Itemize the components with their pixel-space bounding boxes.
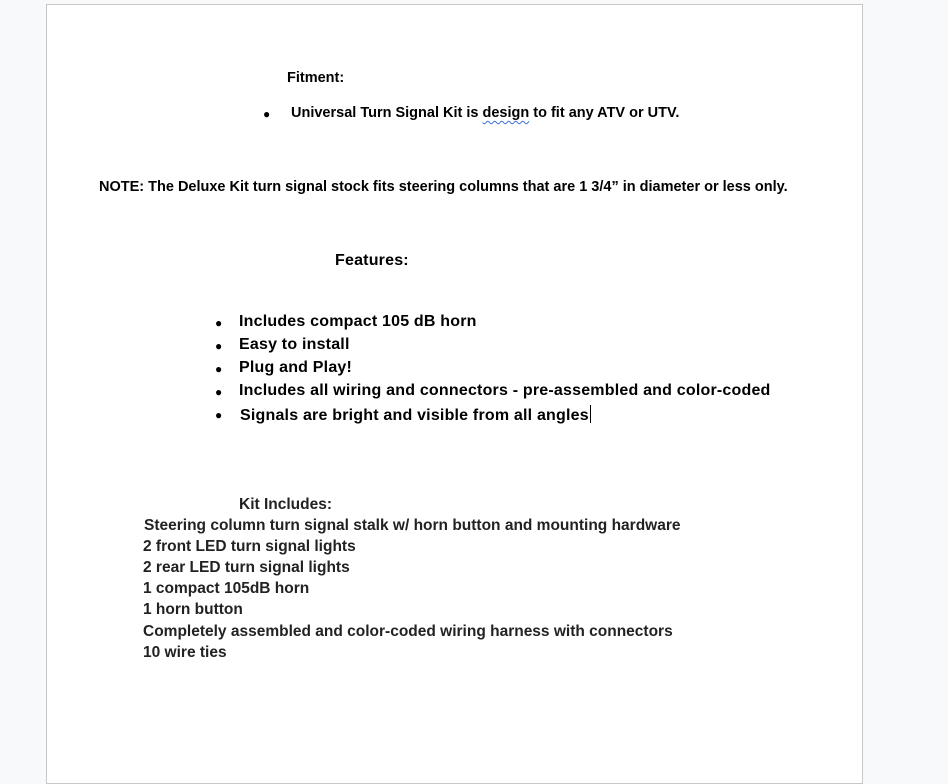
feature-bullet-dot: ● xyxy=(215,316,223,330)
fitment-bullet-dot: ● xyxy=(263,107,271,121)
feature-bullet-dot: ● xyxy=(215,339,223,353)
fitment-heading: Fitment: xyxy=(287,70,345,86)
kit-heading: Kit Includes: xyxy=(239,496,333,513)
feature-item-with-cursor[interactable] xyxy=(240,405,591,425)
kit-item[interactable]: 1 compact 105dB horn xyxy=(143,580,310,597)
note-paragraph[interactable]: NOTE: The Deluxe Kit turn signal stock fits steering columns that are 1 3/4” in diameter or less only. xyxy=(99,179,788,195)
fitment-text-before: Universal Turn Signal Kit is xyxy=(291,105,483,121)
features-heading: Features: xyxy=(335,252,409,269)
kit-item[interactable]: 10 wire ties xyxy=(143,644,227,661)
fitment-bullet-text[interactable] xyxy=(291,105,679,121)
feature-bullet-dot: ● xyxy=(215,408,223,422)
feature-item[interactable]: Easy to install xyxy=(239,336,350,353)
feature-bullet-dot: ● xyxy=(215,362,223,376)
fitment-text-after: to fit any ATV or UTV. xyxy=(529,105,680,121)
kit-item[interactable]: Completely assembled and color-coded wiring harness with connectors xyxy=(143,623,673,640)
feature-item: Signals are bright and visible from all angles xyxy=(240,407,589,424)
kit-item[interactable]: 2 front LED turn signal lights xyxy=(143,538,356,555)
text-cursor xyxy=(590,405,591,423)
feature-item[interactable]: Includes all wiring and connectors - pre-assembled and color-coded xyxy=(239,382,771,399)
feature-item[interactable]: Plug and Play! xyxy=(239,359,353,376)
kit-item[interactable]: 2 rear LED turn signal lights xyxy=(143,559,350,576)
spellcheck-flagged-word[interactable]: design xyxy=(482,105,530,121)
kit-item[interactable]: Steering column turn signal stalk w/ horn button and mounting hardware xyxy=(144,517,681,534)
kit-item[interactable]: 1 horn button xyxy=(143,601,243,618)
feature-bullet-dot: ● xyxy=(215,385,223,399)
feature-item[interactable]: Includes compact 105 dB horn xyxy=(239,313,477,330)
